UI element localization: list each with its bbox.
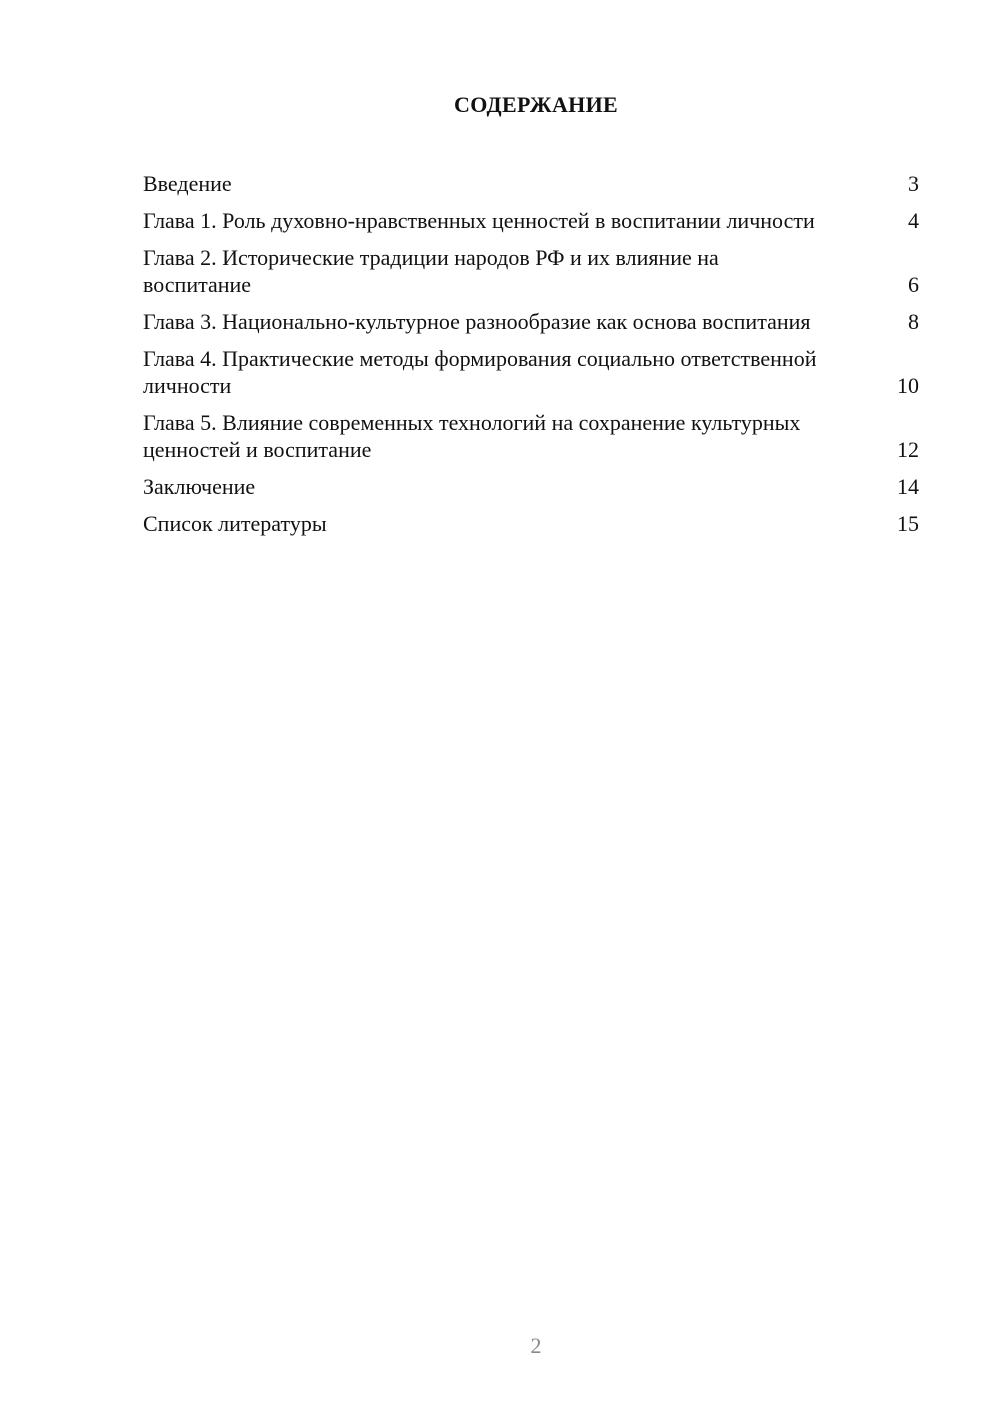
page-number: 2 — [530, 1333, 542, 1358]
toc-entry-chapter-5[interactable] — [143, 409, 919, 463]
toc-entry-page: 6 — [908, 272, 919, 297]
toc-entry-page: 10 — [897, 373, 919, 398]
toc-entry-title: Введение — [143, 171, 232, 196]
toc-entry-chapter-4[interactable] — [143, 345, 919, 399]
page-title: СОДЕРЖАНИЕ — [454, 92, 618, 117]
toc-entry-title: Глава 4. Практические методы формирования социально ответственной личности — [143, 346, 817, 398]
toc-entry-title: Глава 1. Роль духовно-нравственных ценностей в воспитании личности — [143, 208, 815, 233]
toc-entry-references[interactable] — [143, 510, 919, 537]
toc-entry-chapter-2[interactable] — [143, 244, 919, 298]
toc-entry-page: 12 — [897, 437, 919, 462]
toc-entry-page: 8 — [908, 309, 919, 334]
toc-entry-chapter-3[interactable] — [143, 308, 919, 335]
toc-entry-title: Глава 5. Влияние современных технологий на сохранение культурных ценностей и воспитание — [143, 410, 801, 462]
toc-entry-page: 14 — [897, 474, 919, 499]
table-of-contents — [143, 170, 919, 547]
toc-entry-introduction[interactable] — [143, 170, 919, 197]
toc-entry-conclusion[interactable] — [143, 473, 919, 500]
toc-entry-title: Глава 3. Национально-культурное разнообразие как основа воспитания — [143, 309, 811, 334]
toc-entry-title: Список литературы — [143, 511, 327, 536]
toc-entry-page: 15 — [897, 511, 919, 536]
toc-entry-page: 4 — [908, 208, 919, 233]
toc-entry-chapter-1[interactable] — [143, 207, 919, 234]
toc-entry-title: Глава 2. Исторические традиции народов РФ и их влияние на воспитание — [143, 245, 719, 297]
toc-entry-page: 3 — [908, 171, 919, 196]
toc-entry-title: Заключение — [143, 474, 256, 499]
